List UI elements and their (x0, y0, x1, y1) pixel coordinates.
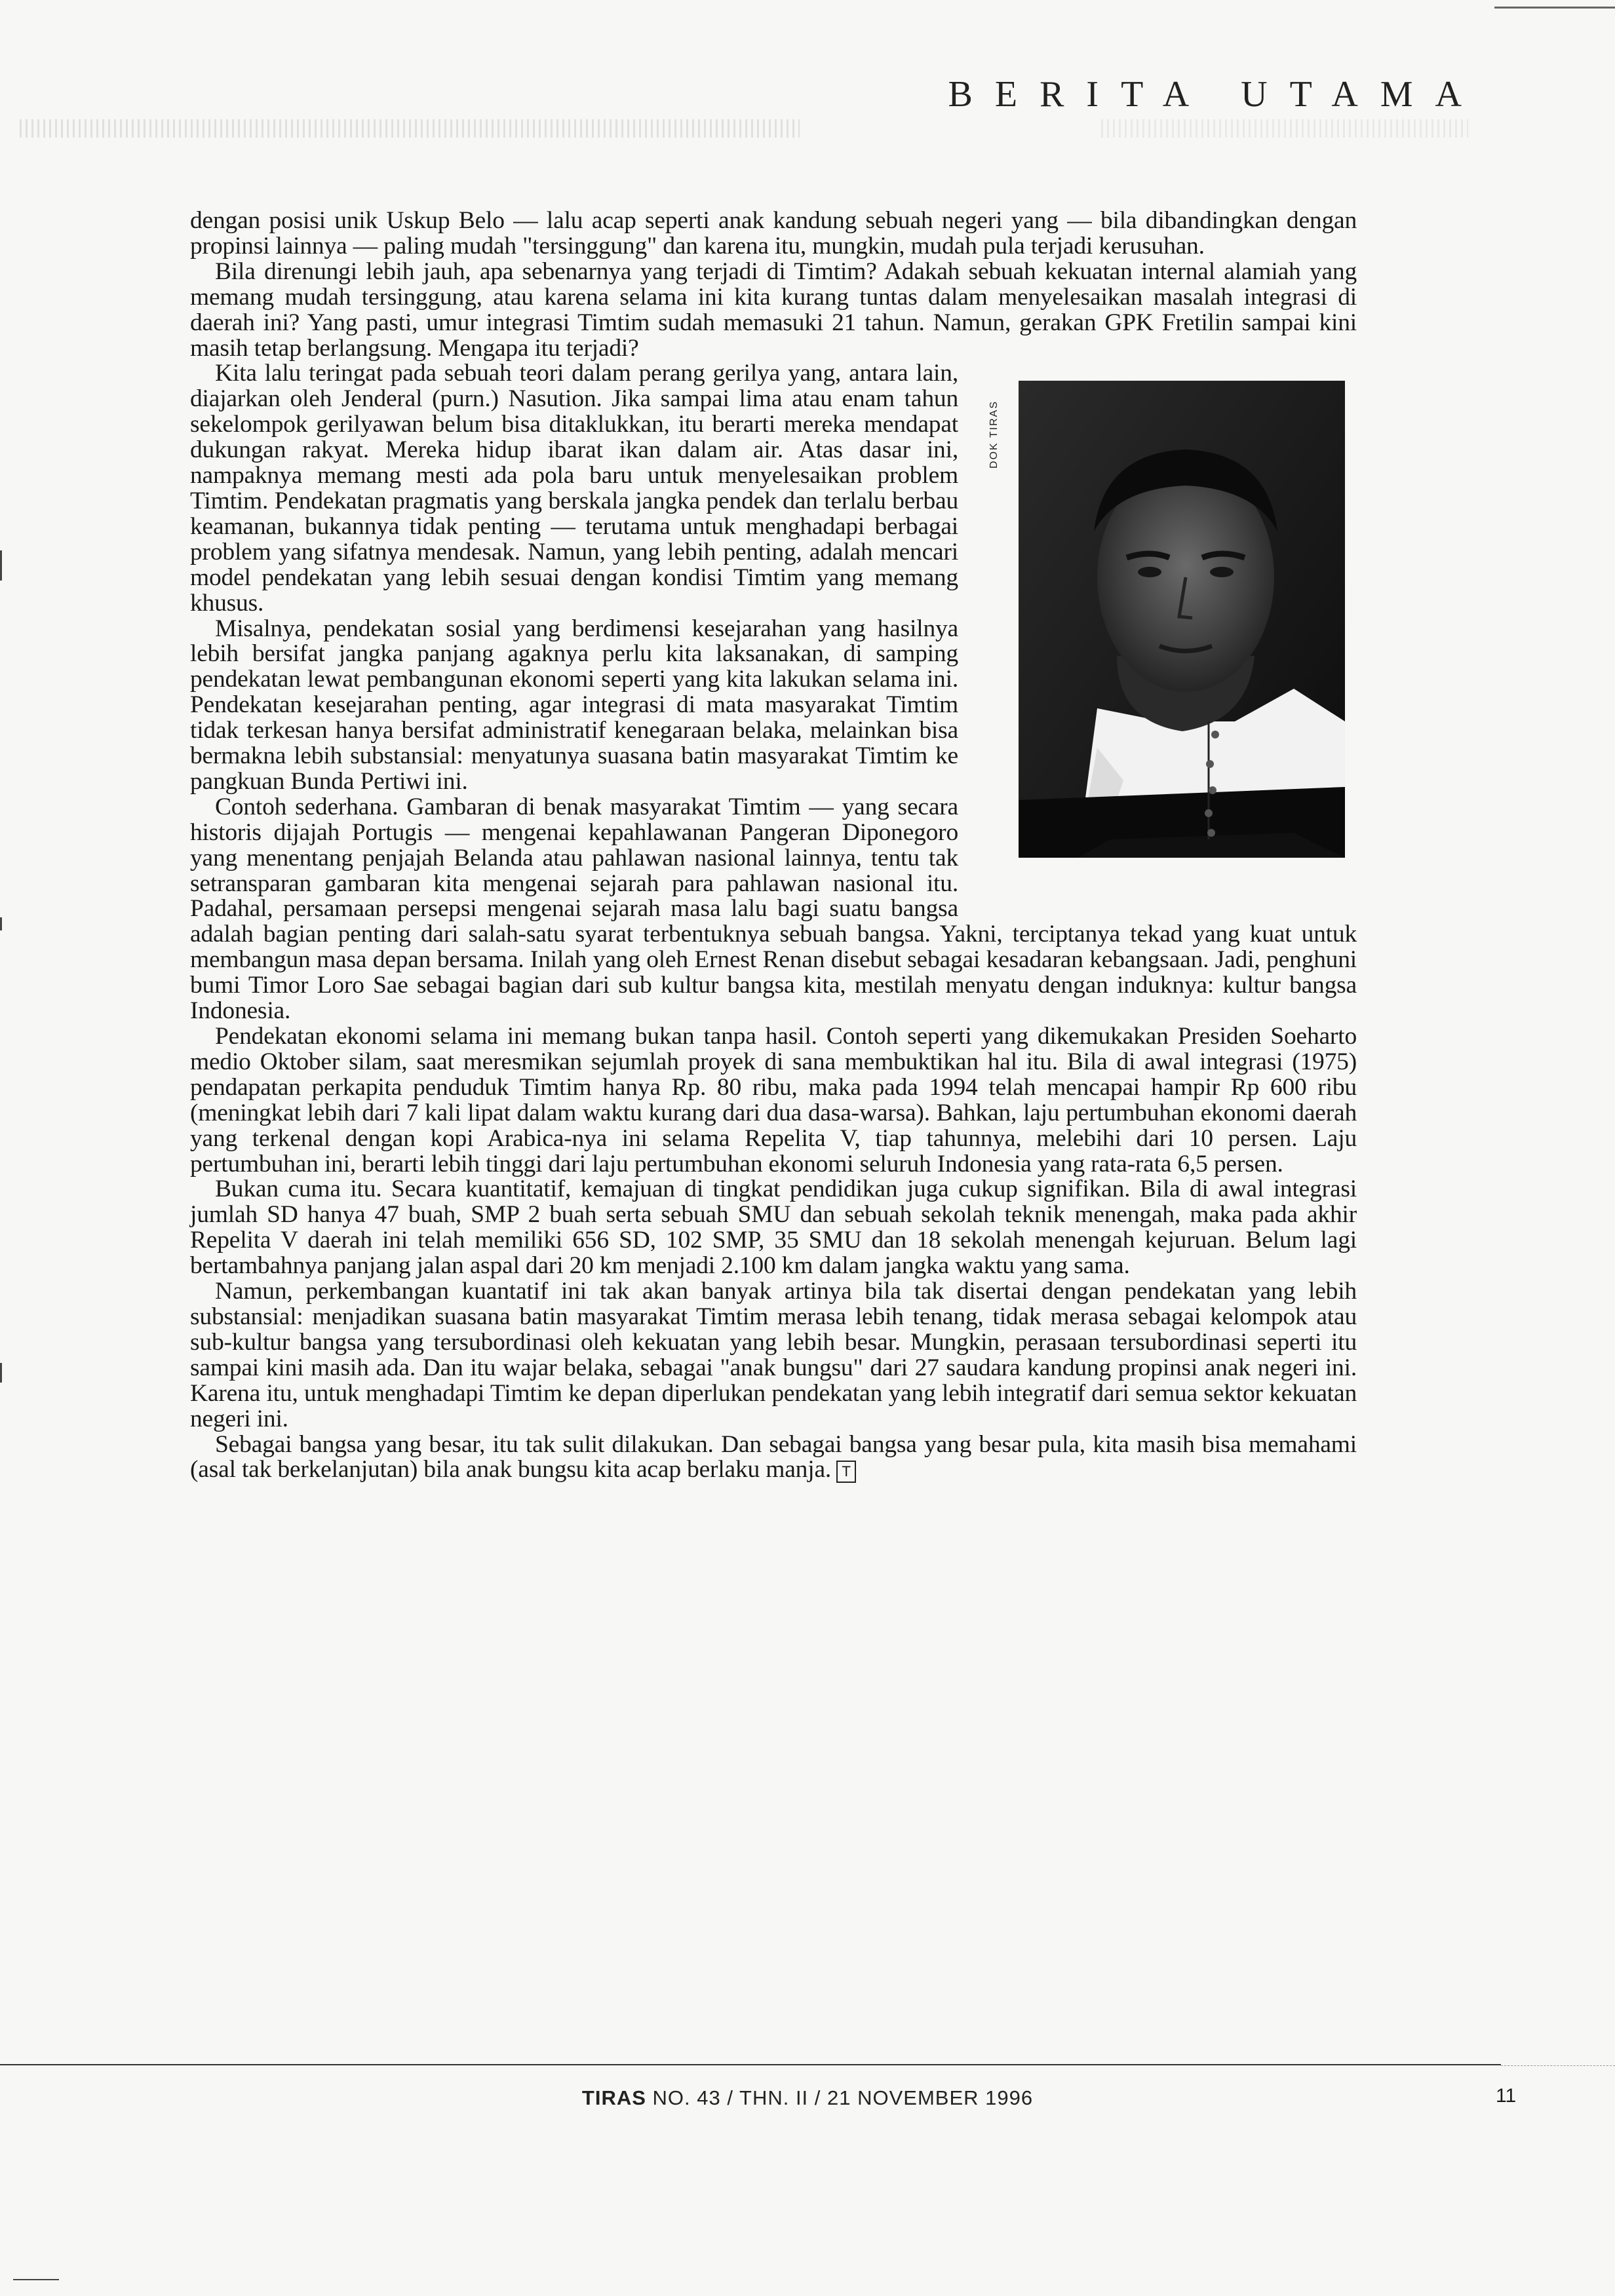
end-mark-icon: T (836, 1461, 856, 1483)
page-number: 11 (1496, 2085, 1517, 2107)
header-top-rule (1494, 7, 1615, 9)
article-paragraph-final (190, 1432, 1357, 1483)
footer-issue-line (0, 2086, 1615, 2110)
article-paragraph: dengan posisi unik Uskup Belo — lalu acap seperti anak kandung sebuah negeri yang — bila dibandingkan dengan propinsi lainnya — paling mudah "tersinggung" dan karena itu, mungkin, mudah pula terjadi kerusuhan. (190, 207, 1357, 259)
article-body (190, 208, 1357, 1483)
final-paragraph-text: Sebagai bangsa yang besar, itu tak sulit dilakukan. Dan sebagai bangsa yang besar pula, kita masih bisa memahami (asal tak berkelanjutan) bila anak bungsu kita acap berlaku manja. (190, 1430, 1357, 1483)
margin-mark (0, 550, 2, 581)
footer-issue-info: NO. 43 / THN. II / 21 NOVEMBER 1996 (646, 2086, 1034, 2109)
footer-rule (0, 2064, 1501, 2065)
portrait-photo (1019, 381, 1345, 858)
article-paragraph: Namun, perkembangan kuantatif ini tak akan banyak artinya bila tak disertai dengan pendekatan yang lebih substansial: menjadikan suasana batin masyarakat Timtim merasa lebih tenang, tidak merasa sebagai kelompok atau sub-kultur bangsa yang tersubordinasi oleh kekuatan yang lebih besar. Mungkin, perasaan tersubordinasi seperti itu sampai kini masih ada. Dan itu wajar belaka, sebagai "anak bungsu" dari 27 saudara kandung propinsi anak negeri ini. Karena itu, untuk menghadapi Timtim ke depan diperlukan pendekatan yang lebih integratif dari semua sektor kekuatan negeri ini. (190, 1278, 1357, 1432)
article-paragraph: Pendekatan ekonomi selama ini memang bukan tanpa hasil. Contoh seperti yang dikemukakan Presiden Soeharto medio Oktober silam, saat meresmikan sejumlah proyek di sana membuktikan hal itu. Bila di awal integrasi (1975) pendapatan perkapita penduduk Timtim hanya Rp. 80 ribu, maka pada 1994 telah mencapai hampir Rp 600 ribu (meningkat lebih dari 7 kali lipat dalam waktu kurang dari dua dasa-warsa). Bahkan, laju pertumbuhan ekonomi daerah yang terkenal dengan kopi Arabica-nya ini selama Repelita V, tiap tahunnya, melebihi dari 10 persen. Laju pertumbuhan ini, berarti lebih tinggi dari laju pertumbuhan ekonomi seluruh Indonesia yang rata-rata 6,5 persen. (190, 1023, 1357, 1177)
margin-mark (0, 917, 2, 930)
article-paragraph: Misalnya, pendekatan sosial yang berdimensi kesejarahan yang hasilnya lebih bersifat jangka panjang agaknya perlu kita laksanakan, di samping pendekatan lewat pembangunan ekonomi seperti yang kita lakukan selama ini. Pendekatan kesejarahan penting, agar integrasi di mata masyarakat Timtim tidak terkesan hanya bersifat administratif kenegaraan belaka, melainkan bisa bermakna lebih substansial: menyatunya suasana batin masyarakat Timtim ke pangkuan Bunda Pertiwi ini. (190, 615, 958, 795)
margin-mark (0, 1363, 2, 1383)
footer-rule (1501, 2065, 1615, 2066)
header-scan-band (1101, 119, 1468, 138)
portrait-figure (988, 381, 1370, 906)
photo-credit: DOK TIRAS (988, 400, 1000, 469)
section-label: BERITA UTAMA (948, 74, 1484, 115)
portrait-image (1019, 381, 1345, 858)
article-paragraph: Bila direnungi lebih jauh, apa sebenarnya yang terjadi di Timtim? Adakah sebuah kekuatan internal alamiah yang memang mudah tersinggung, atau karena selama ini kita kurang tuntas dalam menyelesaikan masalah integrasi di daerah ini? Yang pasti, umur integrasi Timtim sudah memasuki 21 tahun. Namun, gerakan GPK Fretilin sampai kini masih tetap berlangsung. Mengapa itu terjadi? (190, 258, 1357, 362)
article-paragraph: Bukan cuma itu. Secara kuantitatif, kemajuan di tingkat pendidikan juga cukup signifikan. Bila di awal integrasi jumlah SD hanya 47 buah, SMP 2 buah serta sebuah SMU dan sebuah sekolah teknik menengah, maka pada akhir Repelita V daerah ini telah memiliki 656 SD, 102 SMP, 35 SMU dan 18 sekolah menengah kejuruan. Belum lagi bertambahnya panjang jalan aspal dari 20 km menjadi 2.100 km dalam jangka waktu yang sama. (190, 1176, 1357, 1280)
footer-magazine-name: TIRAS (581, 2086, 646, 2109)
margin-mark (13, 2279, 59, 2280)
article-paragraph: Contoh sederhana. Gambaran di benak masyarakat Timtim — yang secara historis dijajah Portugis — mengenai kepahlawanan Pangeran Diponegoro yang menentang penjajah Belanda atau pahlawan nasional lainnya, tentu tak setransparan gambaran kita mengenai sejarah para pahlawan nasional itu. Padahal, persamaan persepsi mengenai sejarah masa lalu bagi suatu bangsa adalah bagian penting dari salah-satu syarat terbentuknya sebuah bangsa. Yakni, terciptanya tekad yang kuat untuk membangun masa depan bersama. Inilah yang oleh Ernest Renan disebut sebagai kesadaran kebangsaan. Jadi, penghuni bumi Timor Loro Sae sebagai bagian dari sub kultur bangsa kita, mestilah menyatu dengan induknya: kultur bangsa Indonesia. (190, 793, 1357, 1025)
header-scan-band (20, 119, 800, 138)
article-paragraph: Kita lalu teringat pada sebuah teori dalam perang gerilya yang, antara lain, diajarkan oleh Jenderal (purn.) Nasution. Jika sampai lima atau enam tahun sekelompok gerilyawan belum bisa ditaklukkan, itu berarti mereka mendapat dukungan rakyat. Mereka hidup ibarat ikan dalam air. Atas dasar ini, nampaknya memang mesti ada pola baru untuk menyelesaikan problem Timtim. Pendekatan pragmatis yang berskala jangka pendek dan terlalu berbau keamanan, bukannya tidak penting — terutama untuk menghadapi berbagai problem yang sifatnya mendesak. Namun, yang lebih penting, adalah mencari model pendekatan yang lebih sesuai dengan kondisi Timtim yang memang khusus. (190, 360, 958, 617)
